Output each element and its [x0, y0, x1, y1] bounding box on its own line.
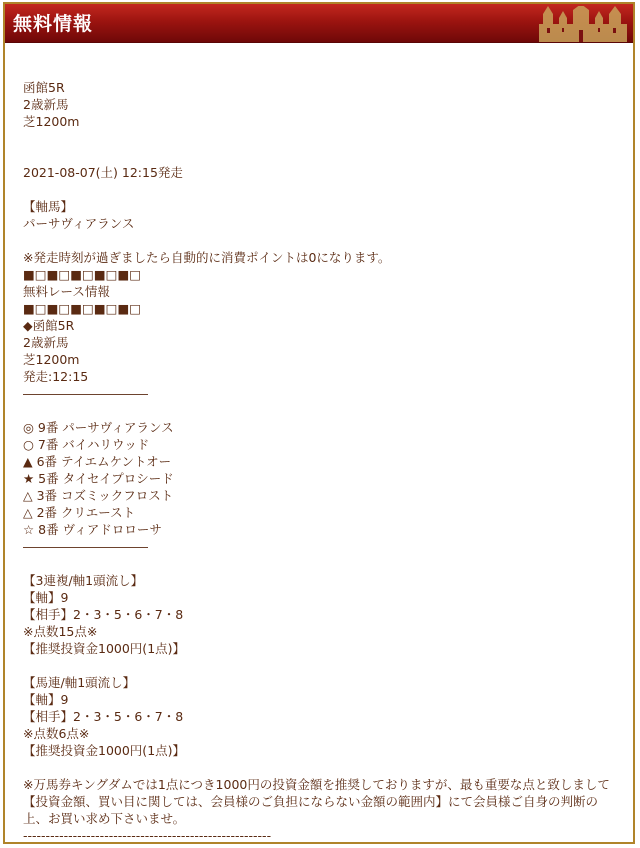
bet-type: 【3連複/軸1頭流し】 — [23, 573, 144, 588]
axis-horse-name: パーサヴィアランス — [23, 216, 135, 231]
prediction-item: ★ 5番 タイセイプロシード — [23, 471, 174, 486]
box-title: 無料レース情報 — [23, 284, 110, 299]
info-panel — [3, 2, 635, 844]
race-course: 芝1200m — [23, 114, 80, 129]
race-start-time: 2021-08-07(土) 12:15発走 — [23, 165, 183, 180]
bet-stake: 【推奨投資金1000円(1点)】 — [23, 641, 186, 656]
box-pattern-bottom: ■□■□■□■□■□ — [23, 301, 142, 316]
bet-axis: 【軸】9 — [23, 590, 69, 605]
divider: ―――――――――― — [23, 539, 148, 554]
page-title: 無料情報 — [13, 13, 94, 35]
castle-icon — [539, 6, 627, 42]
prediction-item: ◎ 9番 パーサヴィアランス — [23, 420, 174, 435]
prediction-item: △ 2番 クリエースト — [23, 505, 136, 520]
bet-partners: 【相手】2・3・5・6・7・8 — [23, 709, 184, 724]
axis-horse-label: 【軸馬】 — [23, 199, 74, 214]
box-venue: ◆函館5R — [23, 318, 75, 333]
bet-points: ※点数15点※ — [23, 624, 98, 639]
box-start: 発走:12:15 — [23, 369, 89, 384]
box-pattern-top: ■□■□■□■□■□ — [23, 267, 142, 282]
bet-partners: 【相手】2・3・5・6・7・8 — [23, 607, 184, 622]
notice-text: ※発走時刻が過ぎましたら自動的に消費ポイントは0になります。 — [23, 250, 391, 265]
bet-stake: 【推奨投資金1000円(1点)】 — [23, 743, 186, 758]
content-body — [5, 43, 633, 844]
box-class: 2歳新馬 — [23, 335, 69, 350]
bet-axis: 【軸】9 — [23, 692, 69, 707]
prediction-item: △ 3番 コズミックフロスト — [23, 488, 174, 503]
prediction-item: ○ 7番 バイハリウッド — [23, 437, 150, 452]
disclaimer-text: ※万馬券キングダムでは1点につき1000円の投資金額を推奨しておりますが、最も重要な点と致しまして【投資金額、買い目に関しては、会員様のご負担にならない金額の範囲内】にて会員様ご自身の判断の上、お買い求め下さいませ。 — [23, 777, 610, 826]
box-course: 芝1200m — [23, 352, 80, 367]
divider: ―――――――――― — [23, 386, 148, 401]
bet-points: ※点数6点※ — [23, 726, 90, 741]
bet-type: 【馬連/軸1頭流し】 — [23, 675, 136, 690]
race-class: 2歳新馬 — [23, 97, 69, 112]
race-venue: 函館5R — [23, 80, 65, 95]
prediction-item: ▲ 6番 テイエムケントオー — [23, 454, 172, 469]
prediction-item: ☆ 8番 ヴィアドロローサ — [23, 522, 162, 537]
panel-header — [5, 4, 633, 43]
footer-divider: ------------------------------------------------------- — [23, 828, 272, 843]
